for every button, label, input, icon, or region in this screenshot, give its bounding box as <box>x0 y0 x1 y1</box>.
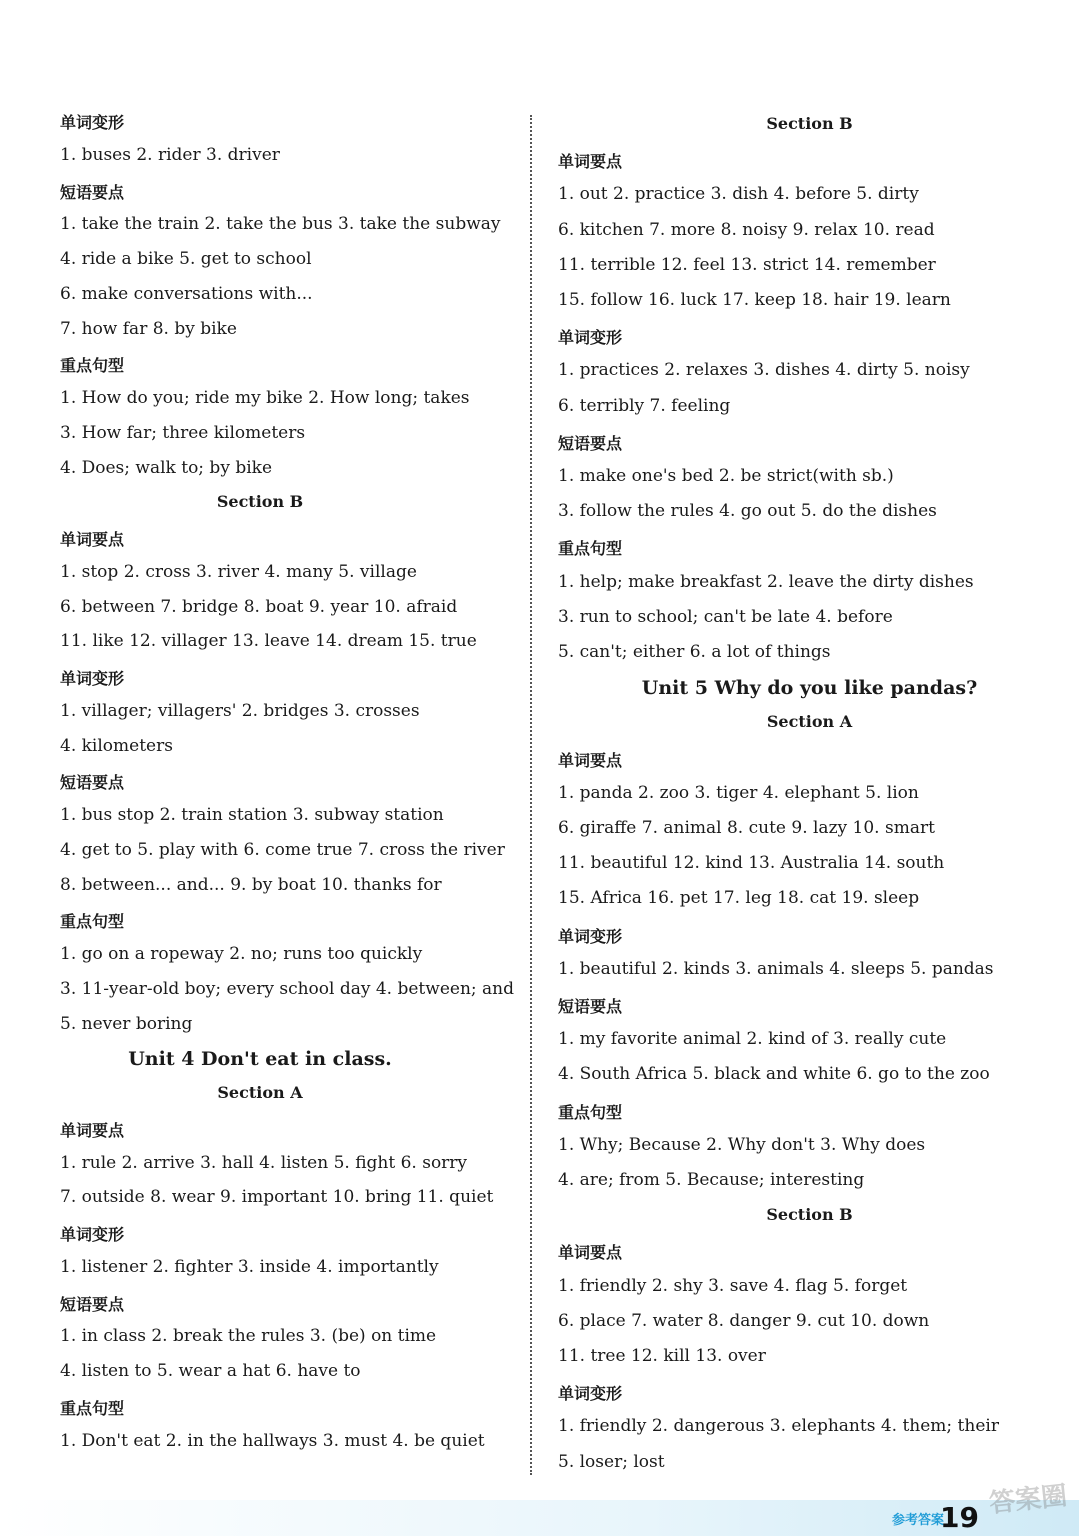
section-title: Section B <box>216 492 304 512</box>
answer-line: 4. ride a bike 5. get to school <box>60 249 312 269</box>
answer-line: 4. Does; walk to; by bike <box>60 457 273 478</box>
answer-line: 5. can't; either 6. a lot of things <box>558 642 831 662</box>
section-heading: 短语要点 <box>60 773 125 793</box>
answer-line: 8. between... and... 9. by boat 10. thanks for <box>60 874 442 895</box>
answer-line: 4. South Africa 5. black and white 6. go to the zoo <box>558 1064 990 1085</box>
answer-line: 3. run to school; can't be late 4. before <box>558 606 893 627</box>
answer-line: 1. Why; Because 2. Why don't 3. Why does <box>558 1134 926 1155</box>
answer-line: 1. take the train 2. take the bus 3. take the subway <box>60 214 501 235</box>
answer-line: 1. listener 2. fighter 3. inside 4. importantly <box>60 1256 439 1277</box>
answer-line: 3. 11-year-old boy; every school day 4. between; and <box>60 978 514 999</box>
answer-line: 6. between 7. bridge 8. boat 9. year 10. afraid <box>60 596 458 617</box>
answer-line: 1. help; make breakfast 2. leave the dirty dishes <box>558 571 974 592</box>
answer-line: 5. never boring <box>60 1013 193 1034</box>
answer-line: 11. terrible 12. feel 13. strict 14. remember <box>558 254 936 275</box>
section-title: Section B <box>766 114 853 133</box>
footer-label: 参考答案 <box>891 1513 944 1528</box>
answer-line: 1. stop 2. cross 3. river 4. many 5. village <box>60 561 417 582</box>
section-title: Section A <box>217 1083 303 1102</box>
answer-line: 3. follow the rules 4. go out 5. do the dishes <box>558 501 937 522</box>
answer-line: 1. panda 2. zoo 3. tiger 4. elephant 5. lion <box>558 782 919 803</box>
answer-line: 15. Africa 16. pet 17. leg 18. cat 19. sleep <box>558 888 920 909</box>
answer-line: 6. place 7. water 8. danger 9. cut 10. down <box>558 1310 930 1331</box>
section-heading: 单词要点 <box>558 1243 623 1263</box>
section-heading: 重点句型 <box>558 1102 623 1122</box>
answer-line: 11. like 12. villager 13. leave 14. dream 15. true <box>60 631 477 652</box>
answer-line: 1. out 2. practice 3. dish 4. before 5. dirty <box>558 184 919 205</box>
answer-line: 3. How far; three kilometers <box>60 422 306 443</box>
watermark-logo: 答案圈 <box>987 1480 1069 1519</box>
answer-line: 1. make one's bed 2. be strict(with sb.) <box>558 466 894 486</box>
answer-line: 4. kilometers <box>60 735 173 756</box>
answer-line: 1. friendly 2. shy 3. save 4. flag 5. forget <box>558 1275 908 1296</box>
answer-line: 1. go on a ropeway 2. no; runs too quickly <box>60 944 423 964</box>
section-heading: 单词要点 <box>60 1120 125 1140</box>
section-heading: 单词变形 <box>558 1384 623 1404</box>
unit-title: Unit 5 Why do you like pandas? <box>641 677 978 700</box>
section-heading: 短语要点 <box>558 997 623 1016</box>
answer-line: 5. loser; lost <box>558 1451 665 1472</box>
section-heading: 重点句型 <box>60 912 125 932</box>
section-heading: 单词变形 <box>60 669 125 688</box>
answer-line: 6. terribly 7. feeling <box>558 395 731 416</box>
section-title: Section B <box>766 1205 853 1225</box>
answer-line: 1. my favorite animal 2. kind of 3. really cute <box>558 1029 947 1050</box>
answer-line: 6. kitchen 7. more 8. noisy 9. relax 10. read <box>558 219 935 240</box>
section-title: Section A <box>766 712 853 732</box>
column-divider <box>530 115 532 1475</box>
section-heading: 单词要点 <box>558 152 623 172</box>
answer-line: 1. Don't eat 2. in the hallways 3. must 4. be quiet <box>60 1430 485 1451</box>
section-heading: 重点句型 <box>558 539 623 559</box>
section-heading: 短语要点 <box>60 1294 125 1314</box>
answer-line: 7. outside 8. wear 9. important 10. bring 11. quiet <box>60 1187 494 1208</box>
section-heading: 重点句型 <box>60 356 125 376</box>
page-number: 19 <box>940 1501 979 1534</box>
answer-line: 6. make conversations with... <box>60 283 313 304</box>
section-heading: 单词变形 <box>60 113 125 132</box>
section-heading: 单词变形 <box>558 926 623 946</box>
section-heading: 短语要点 <box>558 433 623 453</box>
section-heading: 重点句型 <box>60 1398 125 1418</box>
answer-line: 1. bus stop 2. train station 3. subway station <box>60 805 444 825</box>
answer-line: 4. listen to 5. wear a hat 6. have to <box>60 1361 361 1381</box>
answer-line: 11. beautiful 12. kind 13. Australia 14. south <box>558 853 945 874</box>
answer-line: 1. beautiful 2. kinds 3. animals 4. sleeps 5. pandas <box>558 958 994 979</box>
answer-line: 1. friendly 2. dangerous 3. elephants 4. them; their <box>558 1416 999 1437</box>
answer-line: 6. giraffe 7. animal 8. cute 9. lazy 10. smart <box>558 818 935 838</box>
section-heading: 单词要点 <box>60 530 125 549</box>
answer-line: 4. get to 5. play with 6. come true 7. cross the river <box>60 839 505 860</box>
answer-line: 1. rule 2. arrive 3. hall 4. listen 5. fight 6. sorry <box>60 1152 468 1173</box>
answer-line: 1. villager; villagers' 2. bridges 3. crosses <box>60 700 420 721</box>
section-heading: 短语要点 <box>60 182 125 202</box>
section-heading: 单词变形 <box>60 1225 125 1244</box>
answer-line: 1. buses 2. rider 3. driver <box>60 144 280 165</box>
answer-line: 11. tree 12. kill 13. over <box>558 1346 766 1366</box>
answer-line: 1. in class 2. break the rules 3. (be) on time <box>60 1326 437 1347</box>
answer-line: 4. are; from 5. Because; interesting <box>558 1170 865 1190</box>
answer-line: 7. how far 8. by bike <box>60 318 237 339</box>
section-heading: 单词变形 <box>558 328 623 348</box>
answer-line: 1. practices 2. relaxes 3. dishes 4. dirty 5. noisy <box>558 360 970 381</box>
answer-line: 1. How do you; ride my bike 2. How long; takes <box>60 388 470 408</box>
section-heading: 单词要点 <box>558 750 623 770</box>
unit-title: Unit 4 Don't eat in class. <box>128 1048 392 1071</box>
answer-line: 15. follow 16. luck 17. keep 18. hair 19. learn <box>558 290 951 310</box>
